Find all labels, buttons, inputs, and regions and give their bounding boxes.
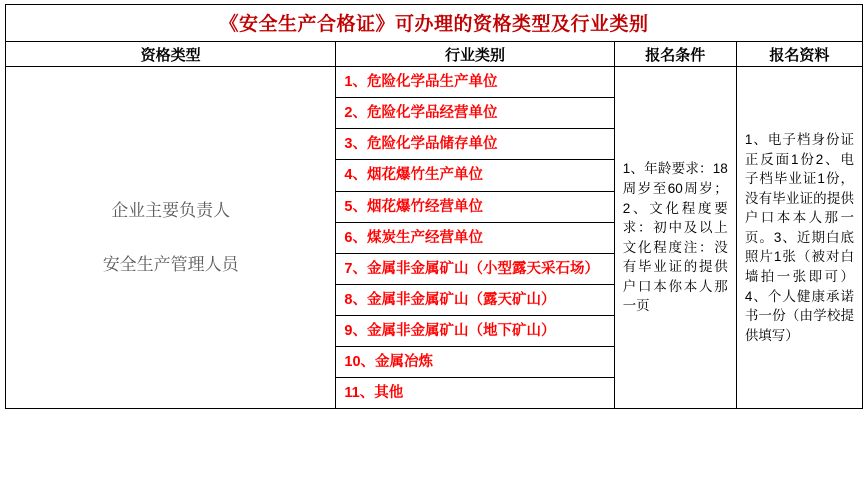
header-category: 资格类型 (6, 42, 336, 67)
industry-item-2: 2、危险化学品经营单位 (336, 98, 613, 129)
table-title-cell (6, 5, 863, 42)
title-row (6, 5, 863, 42)
materials-text: 1、电子档身份证正反面1份2、电子档毕业证1份，没有毕业证的提供户口本本人那一页。3、近期白底照片1张（被对白墙拍一张即可）4、个人健康承诺书一份（由学校提供填写） (744, 132, 854, 343)
industry-cell (336, 67, 614, 409)
list-item (336, 316, 613, 347)
list-item (336, 191, 613, 222)
list-item (336, 347, 613, 378)
qualification-table (5, 4, 863, 409)
conditions-text: 1、年龄要求：18周岁至60周岁；2、文化程度要求：初中及以上文化程度注：没有毕业证的提供户口本你本人那一页 (622, 161, 728, 314)
materials-cell (736, 67, 862, 409)
header-industry: 行业类别 (336, 42, 614, 67)
page-title: 《安全生产合格证》可办理的资格类型及行业类别 (219, 13, 649, 35)
header-row (6, 42, 863, 67)
industry-item-6: 6、煤炭生产经营单位 (336, 222, 613, 253)
industry-item-9: 9、金属非金属矿山（地下矿山） (336, 316, 613, 347)
industry-item-3: 3、危险化学品储存单位 (336, 129, 613, 160)
list-item (336, 378, 613, 409)
category-line-1: 企业主要负责人 (111, 200, 231, 220)
conditions-cell (614, 67, 736, 409)
industry-item-5: 5、烟花爆竹经营单位 (336, 191, 613, 222)
category-cell (6, 67, 336, 409)
category-line-2: 安全生产管理人员 (102, 254, 239, 274)
industry-item-11: 11、其他 (344, 385, 404, 402)
list-item (336, 222, 613, 253)
list-item (336, 98, 613, 129)
list-item (336, 284, 613, 315)
content-row (6, 67, 863, 409)
list-item (336, 160, 613, 191)
industry-item-4: 4、烟花爆竹生产单位 (336, 160, 613, 191)
list-item (336, 67, 613, 98)
industry-list (336, 67, 613, 408)
category-spacer (12, 234, 329, 242)
industry-item-7: 7、金属非金属矿山（小型露天采石场） (336, 253, 613, 284)
industry-item-8: 8、金属非金属矿山（露天矿山） (336, 284, 613, 315)
industry-item-10: 10、金属冶炼 (336, 347, 613, 378)
list-item (336, 129, 613, 160)
list-item (336, 253, 613, 284)
header-conditions: 报名条件 (614, 42, 736, 67)
header-materials: 报名资料 (736, 42, 862, 67)
industry-item-1: 1、危险化学品生产单位 (336, 67, 613, 98)
